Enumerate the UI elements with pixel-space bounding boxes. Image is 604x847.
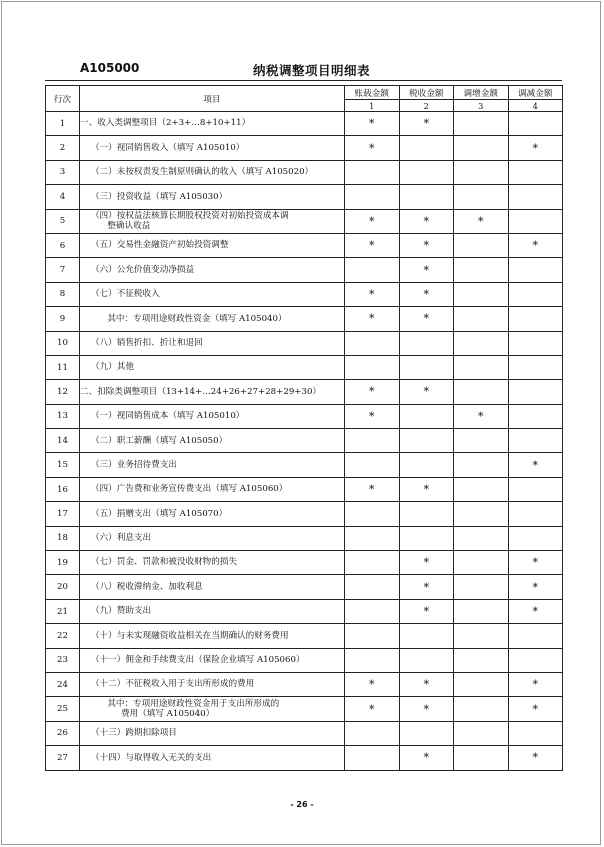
decrease-amount-cell: * xyxy=(508,575,563,599)
item-cell: （七）不征税收入 xyxy=(80,282,345,306)
decrease-amount-cell xyxy=(508,648,563,672)
increase-amount-cell xyxy=(454,258,509,282)
line-number-cell: 11 xyxy=(46,355,80,379)
book-amount-cell xyxy=(345,648,400,672)
table-row xyxy=(46,697,563,721)
decrease-amount-cell xyxy=(508,112,563,136)
line-number-cell: 2 xyxy=(46,136,80,160)
line-number-cell: 22 xyxy=(46,624,80,648)
increase-amount-cell xyxy=(454,624,509,648)
line-number-cell: 10 xyxy=(46,331,80,355)
decrease-amount-cell xyxy=(508,477,563,501)
table-row xyxy=(46,502,563,526)
line-number-cell: 16 xyxy=(46,477,80,501)
decrease-amount-cell xyxy=(508,355,563,379)
decrease-amount-cell xyxy=(508,209,563,233)
decrease-amount-cell xyxy=(508,160,563,184)
book-amount-cell xyxy=(345,575,400,599)
tax-amount-cell xyxy=(399,404,454,428)
tax-amount-cell: * xyxy=(399,307,454,331)
book-amount-cell: * xyxy=(345,477,400,501)
decrease-amount-cell xyxy=(508,282,563,306)
item-cell: （八）销售折扣、折让和退回 xyxy=(80,331,345,355)
tax-amount-cell xyxy=(399,355,454,379)
table-row xyxy=(46,429,563,453)
table-row xyxy=(46,185,563,209)
header-increase-amount: 调增金额 xyxy=(454,86,509,100)
header-col-number: 2 xyxy=(399,100,454,112)
item-cell: （六）利息支出 xyxy=(80,526,345,550)
line-number-cell: 13 xyxy=(46,404,80,428)
decrease-amount-cell xyxy=(508,258,563,282)
header-col-number: 3 xyxy=(454,100,509,112)
table-row xyxy=(46,112,563,136)
item-cell: （五）捐赠支出（填写 A105070） xyxy=(80,502,345,526)
decrease-amount-cell xyxy=(508,502,563,526)
table-row xyxy=(46,746,563,770)
line-number-cell: 6 xyxy=(46,233,80,257)
book-amount-cell xyxy=(345,526,400,550)
book-amount-cell: * xyxy=(345,209,400,233)
increase-amount-cell xyxy=(454,136,509,160)
increase-amount-cell xyxy=(454,477,509,501)
line-number-cell: 5 xyxy=(46,209,80,233)
item-cell: （三）投资收益（填写 A105030） xyxy=(80,185,345,209)
increase-amount-cell xyxy=(454,282,509,306)
line-number-cell: 1 xyxy=(46,112,80,136)
decrease-amount-cell: * xyxy=(508,599,563,623)
book-amount-cell xyxy=(345,185,400,209)
tax-amount-cell: * xyxy=(399,746,454,770)
book-amount-cell xyxy=(345,453,400,477)
increase-amount-cell xyxy=(454,746,509,770)
item-cell: （三）业务招待费支出 xyxy=(80,453,345,477)
item-cell: 其中：专项用途财政性资金（填写 A105040） xyxy=(80,307,345,331)
decrease-amount-cell: * xyxy=(508,551,563,575)
line-number-cell: 15 xyxy=(46,453,80,477)
book-amount-cell: * xyxy=(345,112,400,136)
table-row xyxy=(46,136,563,160)
increase-amount-cell xyxy=(454,185,509,209)
item-cell: 一、收入类调整项目（2+3+…8+10+11） xyxy=(80,112,345,136)
item-cell: （四）按权益法核算长期股权投资对初始投资成本调 整确认收益 xyxy=(80,209,345,233)
book-amount-cell xyxy=(345,551,400,575)
item-cell: （十二）不征税收入用于支出所形成的费用 xyxy=(80,672,345,696)
tax-amount-cell xyxy=(399,648,454,672)
tax-amount-cell xyxy=(399,526,454,550)
header-decrease-amount: 调减金额 xyxy=(508,86,563,100)
decrease-amount-cell xyxy=(508,721,563,745)
line-number-cell: 23 xyxy=(46,648,80,672)
decrease-amount-cell xyxy=(508,185,563,209)
item-cell: （一）视同销售成本（填写 A105010） xyxy=(80,404,345,428)
tax-amount-cell: * xyxy=(399,697,454,721)
increase-amount-cell xyxy=(454,160,509,184)
item-cell: （六）公允价值变动净损益 xyxy=(80,258,345,282)
decrease-amount-cell: * xyxy=(508,453,563,477)
increase-amount-cell xyxy=(454,575,509,599)
tax-amount-cell xyxy=(399,160,454,184)
increase-amount-cell xyxy=(454,429,509,453)
book-amount-cell: * xyxy=(345,380,400,404)
decrease-amount-cell xyxy=(508,404,563,428)
tax-amount-cell: * xyxy=(399,672,454,696)
book-amount-cell xyxy=(345,258,400,282)
table-row xyxy=(46,721,563,745)
table-row xyxy=(46,355,563,379)
table-row xyxy=(46,648,563,672)
table-row xyxy=(46,258,563,282)
item-cell: 其中：专项用途财政性资金用于支出所形成的 费用（填写 A105040） xyxy=(80,697,345,721)
item-cell: （一）视同销售收入（填写 A105010） xyxy=(80,136,345,160)
tax-amount-cell: * xyxy=(399,112,454,136)
item-cell: （五）交易性金融资产初始投资调整 xyxy=(80,233,345,257)
increase-amount-cell xyxy=(454,331,509,355)
decrease-amount-cell: * xyxy=(508,136,563,160)
increase-amount-cell xyxy=(454,721,509,745)
book-amount-cell: * xyxy=(345,233,400,257)
decrease-amount-cell: * xyxy=(508,746,563,770)
table-row xyxy=(46,404,563,428)
form-code: A105000 xyxy=(80,61,140,75)
increase-amount-cell xyxy=(454,453,509,477)
tax-amount-cell xyxy=(399,331,454,355)
tax-amount-cell: * xyxy=(399,599,454,623)
line-number-cell: 21 xyxy=(46,599,80,623)
line-number-cell: 25 xyxy=(46,697,80,721)
line-number-cell: 24 xyxy=(46,672,80,696)
table-row xyxy=(46,551,563,575)
decrease-amount-cell xyxy=(508,307,563,331)
increase-amount-cell: * xyxy=(454,209,509,233)
header-book-amount: 账载金额 xyxy=(345,86,400,100)
item-cell: （十一）佣金和手续费支出（保险企业填写 A105060） xyxy=(80,648,345,672)
line-number-cell: 9 xyxy=(46,307,80,331)
line-number-cell: 26 xyxy=(46,721,80,745)
book-amount-cell xyxy=(345,746,400,770)
tax-amount-cell xyxy=(399,429,454,453)
line-number-cell: 3 xyxy=(46,160,80,184)
item-cell: （十三）跨期扣除项目 xyxy=(80,721,345,745)
table-row xyxy=(46,599,563,623)
table-header-row xyxy=(46,86,563,100)
decrease-amount-cell xyxy=(508,331,563,355)
header-line-number: 行次 xyxy=(46,86,80,112)
table-row xyxy=(46,575,563,599)
increase-amount-cell xyxy=(454,380,509,404)
page-number: - 26 - xyxy=(290,800,314,809)
line-number-cell: 17 xyxy=(46,502,80,526)
tax-amount-cell xyxy=(399,502,454,526)
table-row xyxy=(46,209,563,233)
decrease-amount-cell xyxy=(508,624,563,648)
tax-amount-cell xyxy=(399,185,454,209)
header-tax-amount: 税收金额 xyxy=(399,86,454,100)
table-row xyxy=(46,282,563,306)
item-cell: （九）赞助支出 xyxy=(80,599,345,623)
increase-amount-cell xyxy=(454,697,509,721)
increase-amount-cell xyxy=(454,648,509,672)
item-cell: （四）广告费和业务宣传费支出（填写 A105060） xyxy=(80,477,345,501)
tax-amount-cell xyxy=(399,453,454,477)
decrease-amount-cell: * xyxy=(508,672,563,696)
header-col-number: 4 xyxy=(508,100,563,112)
tax-amount-cell: * xyxy=(399,282,454,306)
book-amount-cell xyxy=(345,624,400,648)
tax-amount-cell: * xyxy=(399,209,454,233)
book-amount-cell: * xyxy=(345,404,400,428)
tax-amount-cell: * xyxy=(399,575,454,599)
table-row xyxy=(46,672,563,696)
decrease-amount-cell xyxy=(508,526,563,550)
increase-amount-cell xyxy=(454,551,509,575)
item-cell: （二）职工薪酬（填写 A105050） xyxy=(80,429,345,453)
table-row xyxy=(46,380,563,404)
tax-amount-cell xyxy=(399,624,454,648)
increase-amount-cell xyxy=(454,672,509,696)
item-cell: 二、扣除类调整项目（13+14+…24+26+27+28+29+30） xyxy=(80,380,345,404)
item-cell: （十）与未实现融资收益相关在当期确认的财务费用 xyxy=(80,624,345,648)
item-cell: （二）未按权责发生制原则确认的收入（填写 A105020） xyxy=(80,160,345,184)
increase-amount-cell xyxy=(454,599,509,623)
line-number-cell: 18 xyxy=(46,526,80,550)
line-number-cell: 12 xyxy=(46,380,80,404)
increase-amount-cell xyxy=(454,502,509,526)
book-amount-cell xyxy=(345,721,400,745)
tax-amount-cell xyxy=(399,721,454,745)
book-amount-cell: * xyxy=(345,282,400,306)
line-number-cell: 7 xyxy=(46,258,80,282)
book-amount-cell: * xyxy=(345,307,400,331)
book-amount-cell xyxy=(345,160,400,184)
line-number-cell: 20 xyxy=(46,575,80,599)
line-number-cell: 27 xyxy=(46,746,80,770)
header-item: 项目 xyxy=(80,86,345,112)
line-number-cell: 4 xyxy=(46,185,80,209)
form-title: 纳税调整项目明细表 xyxy=(253,63,371,78)
decrease-amount-cell: * xyxy=(508,233,563,257)
line-number-cell: 14 xyxy=(46,429,80,453)
item-cell: （七）罚金、罚款和被没收财物的损失 xyxy=(80,551,345,575)
adjustment-table xyxy=(45,85,563,771)
tax-amount-cell: * xyxy=(399,233,454,257)
tax-amount-cell xyxy=(399,136,454,160)
table-row xyxy=(46,233,563,257)
tax-amount-cell: * xyxy=(399,380,454,404)
item-cell: （八）税收滞纳金、加收利息 xyxy=(80,575,345,599)
table-row xyxy=(46,331,563,355)
book-amount-cell: * xyxy=(345,136,400,160)
decrease-amount-cell: * xyxy=(508,697,563,721)
increase-amount-cell xyxy=(454,112,509,136)
table-row xyxy=(46,307,563,331)
header-rule xyxy=(45,80,562,81)
header-col-number: 1 xyxy=(345,100,400,112)
item-cell: （十四）与取得收入无关的支出 xyxy=(80,746,345,770)
table-row xyxy=(46,477,563,501)
tax-amount-cell: * xyxy=(399,258,454,282)
increase-amount-cell xyxy=(454,355,509,379)
table-row xyxy=(46,453,563,477)
increase-amount-cell xyxy=(454,526,509,550)
table-body xyxy=(46,112,563,771)
decrease-amount-cell xyxy=(508,380,563,404)
item-cell: （九）其他 xyxy=(80,355,345,379)
book-amount-cell xyxy=(345,429,400,453)
increase-amount-cell: * xyxy=(454,404,509,428)
book-amount-cell xyxy=(345,331,400,355)
tax-amount-cell: * xyxy=(399,551,454,575)
table-row xyxy=(46,624,563,648)
book-amount-cell: * xyxy=(345,672,400,696)
table-row xyxy=(46,160,563,184)
tax-amount-cell: * xyxy=(399,477,454,501)
increase-amount-cell xyxy=(454,233,509,257)
book-amount-cell: * xyxy=(345,697,400,721)
table-row xyxy=(46,526,563,550)
book-amount-cell xyxy=(345,599,400,623)
increase-amount-cell xyxy=(454,307,509,331)
decrease-amount-cell xyxy=(508,429,563,453)
book-amount-cell xyxy=(345,355,400,379)
book-amount-cell xyxy=(345,502,400,526)
line-number-cell: 19 xyxy=(46,551,80,575)
line-number-cell: 8 xyxy=(46,282,80,306)
